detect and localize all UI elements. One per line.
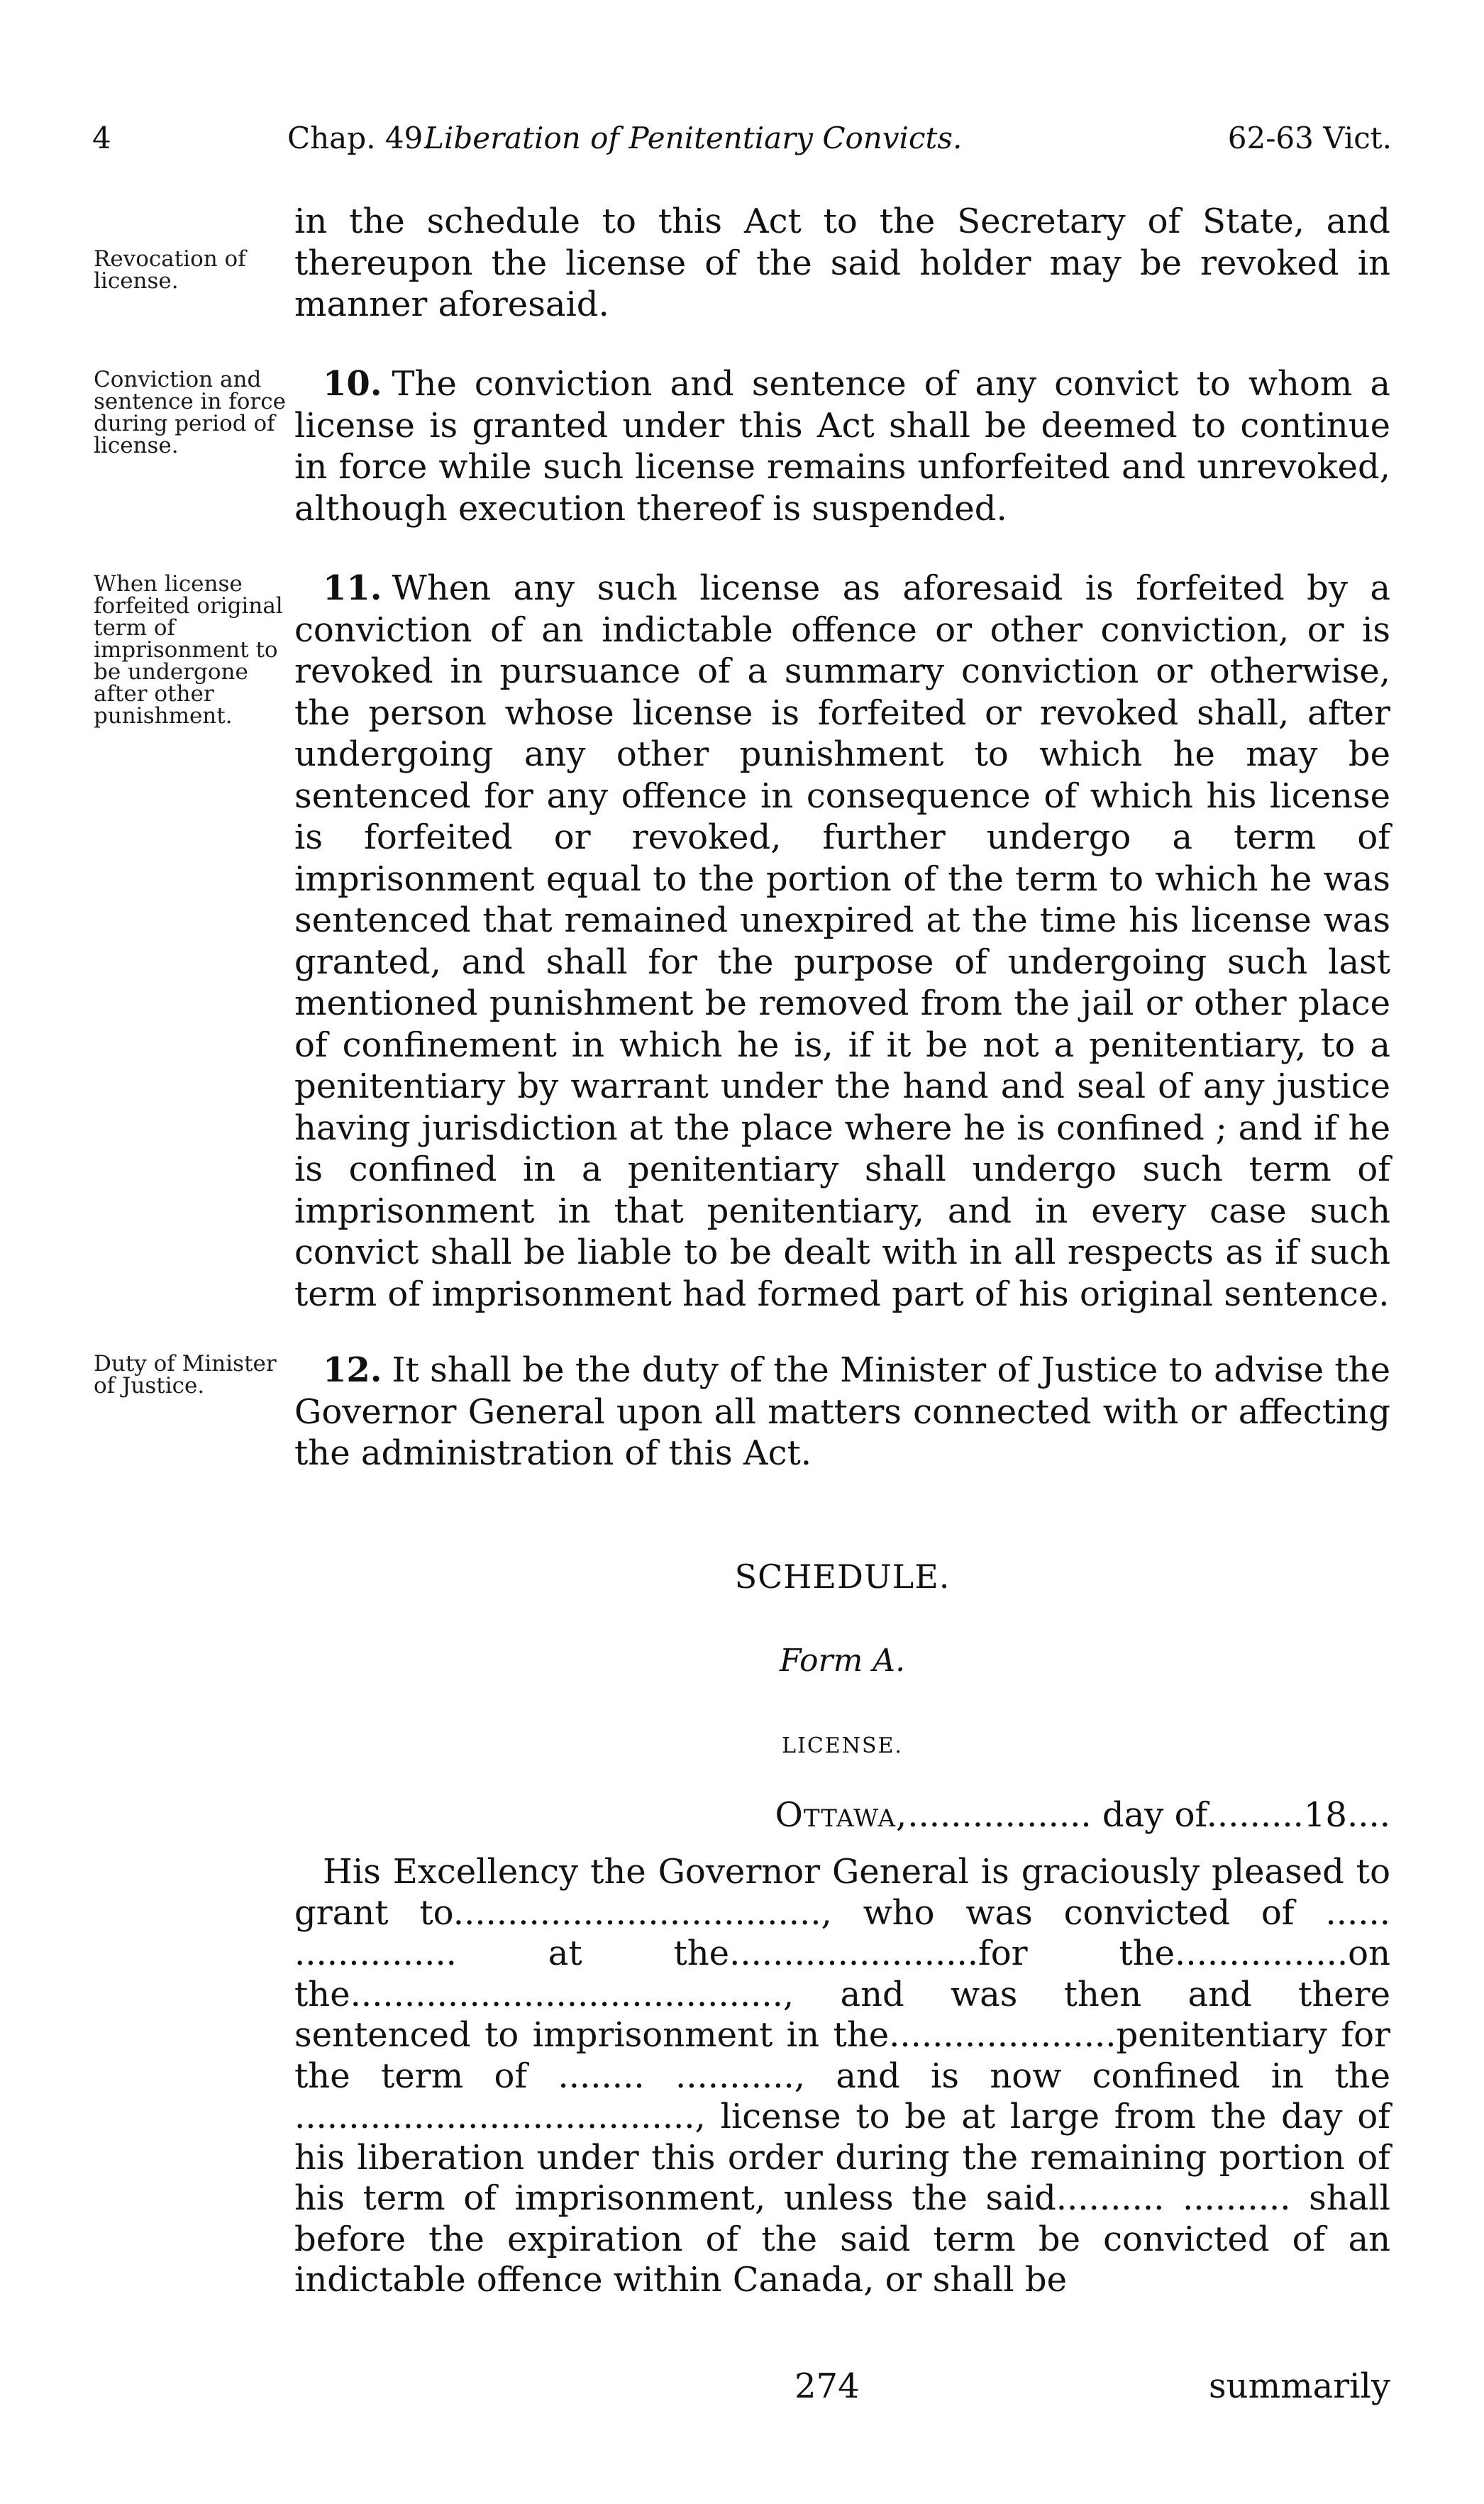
form-dateline bbox=[775, 1795, 1390, 1835]
schedule-heading: SCHEDULE. bbox=[734, 1557, 951, 1596]
folio-number: 274 bbox=[794, 2366, 860, 2406]
chapter-label: Chap. 49. bbox=[287, 121, 433, 155]
section-12-text: It shall be the duty of the Minister of Justice to advise the Governor General upon all matters connected with or affecting the administration of this Act. bbox=[294, 1350, 1390, 1473]
form-heading: Form A. bbox=[779, 1643, 906, 1679]
section-10-number: 10. bbox=[323, 364, 382, 404]
sidenote-section-10: Conviction and sentence in force during period of license. bbox=[94, 367, 286, 458]
section-12 bbox=[294, 1350, 1390, 1474]
section-11-text: When any such license as aforesaid is forfeited by a conviction of an indictable offence or other conviction, or is revoked in pursuance of a summary conviction or otherwise, the person whose license is forfeited or revoked shall, after undergoing any other punishment to which he may be sentenced for any offence in consequence of which his license is forfeited or revoked, further undergo a term of imprisonment equal to the portion of the term to which he was sentenced that remained unexpired at the time his license was granted, and shall for the purpose of undergoing such last mentioned punishment be removed from the jail or other place of confinement in which he is, if it be not a penitentiary, to a penitentiary by warrant under the hand and seal of any justice having jurisdiction at the place where he is confined ; and if he is confined in a penitentiary shall undergo such term of imprisonment in that penitentiary, and in every case such convict shall be liable to be dealt with in all respects as if such term of imprisonment had formed part of his original sentence. bbox=[294, 568, 1390, 1314]
page-number: 4 bbox=[92, 121, 111, 155]
section-11 bbox=[294, 568, 1390, 1315]
section-10-text: The conviction and sentence of any convict to whom a license is granted under this Act shall be deemed to continue in force while such license remains unforfeited and unrevoked, although execution thereof is suspended. bbox=[294, 364, 1390, 529]
section-11-number: 11. bbox=[323, 568, 382, 608]
running-header bbox=[92, 121, 1392, 170]
catchword: summarily bbox=[1209, 2366, 1390, 2406]
section-12-number: 12. bbox=[323, 1350, 382, 1390]
continuation-paragraph: in the schedule to this Act to the Secretary of State, and thereupon the license of the said holder may be revoked in manner aforesaid. bbox=[294, 202, 1390, 324]
sidenote-section-11: When license forfeited original term of imprisonment to be undergone after other punishment. bbox=[94, 571, 283, 729]
license-form-text: His Excellency the Governor General is graciously pleased to grant to.................................., who was convicted of ...... ............... at the.......................for the................on the........................................, and was then and there sentenced to imprisonment in the.....................penitentiary for the term of ........ ..........., and is now confined in the ....................................., license to be at large from the day of his liberation under this order during the remaining portion of his term of imprisonment, unless the said.......... .......... shall before the expiration of the said term be convicted of an indictable offence within Canada, or shall be bbox=[294, 1852, 1390, 2300]
license-heading: LICENSE. bbox=[782, 1733, 903, 1758]
section-10 bbox=[294, 363, 1390, 529]
date-blanks: ................. day of.........18.... bbox=[907, 1795, 1390, 1835]
sidenote-revocation: Revocation of license. bbox=[94, 246, 246, 294]
regnal-year: 62-63 Vict. bbox=[1227, 121, 1392, 155]
place-name: Ottawa, bbox=[775, 1795, 908, 1835]
sidenote-section-12: Duty of Minister of Justice. bbox=[94, 1351, 277, 1399]
act-title: Liberation of Penitentiary Convicts. bbox=[424, 121, 963, 155]
